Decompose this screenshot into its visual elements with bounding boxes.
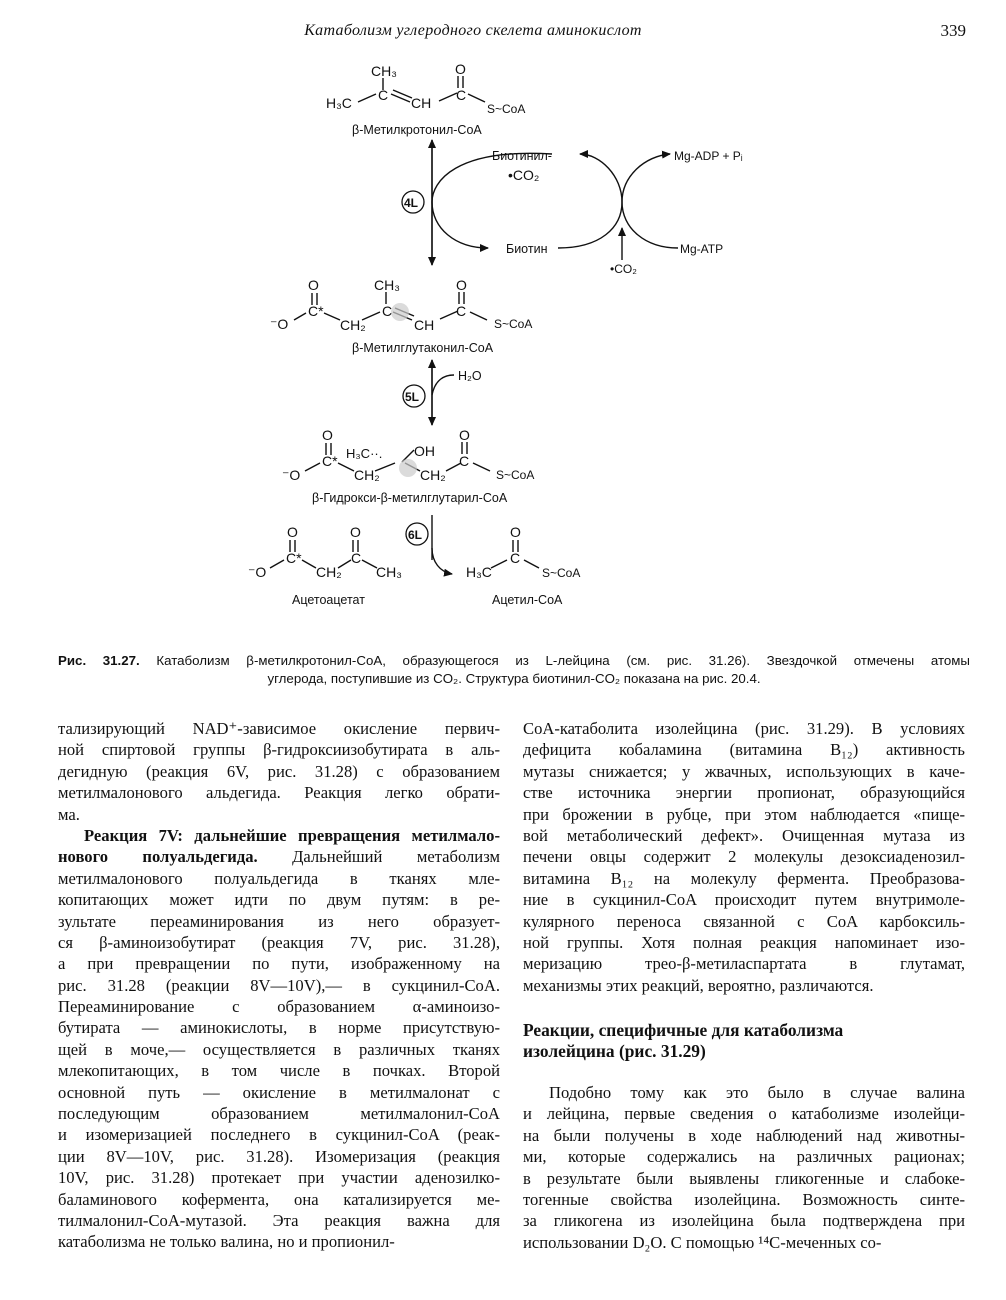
- ch-label: CH: [411, 95, 432, 111]
- c-label: C: [459, 453, 470, 469]
- o-label: O: [308, 277, 319, 293]
- oh-label: OH: [414, 443, 435, 459]
- ch3-label: CH₃: [376, 564, 402, 580]
- text-line: тилмалонил-CoA-мутазой. Эта реакция важна для: [58, 1210, 500, 1230]
- right-column: [523, 718, 965, 1253]
- biotinyl-label: Биотинил-: [492, 149, 552, 163]
- text-line: стве источника энергии пропионат, образующийся: [523, 783, 965, 803]
- running-header: Катаболизм углеродного скелета аминокислот: [304, 22, 642, 39]
- text-line: CoA-катаболита изолейцина (рис. 31.29). В условиях: [523, 719, 965, 738]
- text-line: ми, которые содержались на различных рационах;: [523, 1147, 965, 1167]
- ch2-label: CH₂: [420, 467, 446, 483]
- text-line: а при превращении по пути, изображенному на: [58, 954, 500, 974]
- text-line: ма.: [58, 804, 80, 824]
- h3c-label: H₃C: [466, 564, 492, 580]
- atp-label: Mg-ATP: [680, 242, 724, 256]
- text-line: и изомеризацией последнего в сукцинил-CoA (реак-: [58, 1125, 500, 1145]
- reaction-4L: 4L: [404, 196, 419, 210]
- c-label: C: [456, 303, 467, 319]
- section-heading: [523, 1020, 965, 1062]
- heading-line: изолейцина (рис. 31.29): [523, 1041, 706, 1062]
- reaction-7v-heading: нового полуальдегида.: [58, 847, 258, 867]
- o-label: O: [350, 524, 361, 540]
- o-label: O: [510, 524, 521, 540]
- caption-label: Рис. 31.27.: [58, 653, 140, 668]
- compound-acetyl-coa: Ацетил-CoA: [492, 593, 563, 607]
- o-label: O: [322, 427, 333, 443]
- figure-caption: [58, 652, 970, 688]
- compound-acetoacetate: Ацетоацетат: [292, 593, 365, 607]
- caption-line: Катаболизм β-метилкротонил-CoA, образующегося из L-лейцина (см. рис. 31.26). Звездочкой отмечены атомы: [156, 653, 970, 668]
- ch3-label: CH₃: [374, 277, 400, 293]
- o-minus-label: ⁻O: [248, 564, 267, 580]
- co2-label: •CO₂: [508, 167, 540, 183]
- page-number: 339: [940, 21, 966, 40]
- text-line: ции 8V—10V, рис. 31.28). Изомеризация (реакция: [58, 1146, 500, 1166]
- text-line: ной спиртовой группы β-гидроксиизобутирата в аль-: [58, 740, 500, 760]
- o-label: O: [455, 61, 466, 77]
- scoa-label: S~CoA: [496, 468, 535, 482]
- text-line: меризацию трео-β-метиласпартата в глутамат,: [523, 954, 965, 974]
- o-label: O: [287, 524, 298, 540]
- reaction-7v-heading: Реакция 7V: дальнейшие превращения метилмало-: [84, 825, 500, 845]
- text-line: копитающих может идти по двум путям: в ре-: [58, 890, 500, 910]
- compound-hmg-coa: β-Гидрокси-β-метилглутарил-CoA: [312, 491, 508, 505]
- reaction-5L: 5L: [405, 390, 420, 404]
- text-line: мутазы снижается; у жвачных, использующих в каче-: [523, 761, 965, 781]
- scoa-label: S~CoA: [542, 566, 581, 580]
- text-line: метилмалонового полуальдегида в тканях мле-: [58, 868, 500, 888]
- h3c-label: H₃C: [326, 95, 352, 111]
- ch2-label: CH₂: [340, 317, 366, 333]
- heading-line: Реакции, специфичные для катаболизма: [523, 1020, 844, 1041]
- scoa-label: S~CoA: [494, 317, 533, 331]
- text-line: Подобно тому как это было в случае валина: [549, 1083, 965, 1103]
- text-line: в результате были выявлены гликогенные и слабоке-: [523, 1168, 965, 1188]
- compound-methylglutaconyl-coa: β-Метилглутаконил-CoA: [352, 341, 494, 355]
- text-line: метилмалонового альдегида. Реакция легко обрати-: [58, 783, 500, 803]
- ch2-label: CH₂: [354, 467, 380, 483]
- c-label: C: [378, 87, 389, 103]
- ch-label: CH: [414, 317, 435, 333]
- text-line: ся β-аминоизобутират (реакция 7V, рис. 31.28),: [58, 932, 500, 952]
- text-line: млекопитающих, в том числе в почках. Второй: [58, 1061, 500, 1081]
- o-label: O: [456, 277, 467, 293]
- compound-methylcrotonyl-coa: β-Метилкротонил-CoA: [352, 123, 482, 137]
- text-line: [58, 825, 500, 846]
- c-label: C: [456, 87, 467, 103]
- o-minus-label: ⁻O: [270, 316, 289, 332]
- text-line: витамина B₁₂ на молекулу фермента. Преобразова-: [523, 868, 965, 888]
- text-line: катаболизма не только валина, но и пропионил-: [58, 1232, 395, 1252]
- reaction-6L: 6L: [408, 528, 423, 542]
- o-label: O: [459, 427, 470, 443]
- h3c-dots-label: H₃C··.: [346, 446, 383, 461]
- c-label: C: [351, 550, 362, 566]
- c-star-label: C*: [286, 550, 302, 566]
- text-span: Дальнейший метаболизм: [257, 847, 500, 867]
- text-line: использовании D₂O. С помощью ¹⁴C-меченных со-: [523, 1232, 882, 1252]
- text-line: ной группы. Хотя полная реакция напоминает изо-: [523, 932, 965, 952]
- text-line: щей в моче,— осуществляется в различных тканях: [58, 1039, 500, 1059]
- text-line: кулярного переноса связанной с CoA карбоксиль-: [523, 911, 965, 931]
- leucine-catabolism-figure: [0, 50, 1006, 650]
- text-line: баламинового кофермента, она катализируется ме-: [58, 1189, 500, 1209]
- c-star-label: C*: [322, 453, 338, 469]
- scoa-label: S~CoA: [487, 102, 526, 116]
- text-line: тогенные свойства изолейцина. Возможность синте-: [523, 1190, 965, 1210]
- co2-in-label: •CO₂: [610, 262, 637, 276]
- c-label: C: [510, 550, 521, 566]
- text-line: тализирующий NAD⁺-зависимое окисление первич-: [58, 719, 500, 738]
- text-line: 10V, рис. 31.28) протекает при участии аденозилко-: [58, 1168, 500, 1188]
- caption-line: углерода, поступившие из CO₂. Структура биотинил-CO₂ показана на рис. 20.4.: [267, 671, 761, 686]
- text-line: вой метаболический дефект». Очищенная мутаза из: [523, 825, 965, 845]
- text-line: дегидную (реакция 6V, рис. 31.28) с образованием: [58, 761, 500, 781]
- text-line: последующим образованием метилмалонил-CoA: [58, 1104, 500, 1124]
- text-line: основной путь — окисление в метилмалонат с: [58, 1082, 500, 1102]
- c-label: C: [382, 303, 393, 319]
- left-column: [58, 718, 500, 1253]
- text-line: рис. 31.28 (реакции 8V—10V),— в сукцинил-CoA.: [58, 975, 500, 995]
- text-line: печени овцы содержит 2 молекулы дезоксиаденозил-: [523, 847, 965, 867]
- biotin-label: Биотин: [506, 242, 548, 256]
- text-line: и лейцина, первые сведения о катаболизме изолейци-: [523, 1104, 965, 1124]
- text-line: [58, 846, 500, 867]
- water-label: H₂O: [458, 369, 482, 383]
- ch3-label: CH₃: [371, 63, 397, 79]
- text-line: за гликогена из изолейцина была подтверждена при: [523, 1211, 965, 1231]
- text-line: ние в сукцинил-CoA происходит путем внутримоле-: [523, 890, 965, 910]
- text-line: зультате переаминирования из него образует-: [58, 911, 500, 931]
- o-minus-label: ⁻O: [282, 467, 301, 483]
- text-line: бутирата — аминокислоты, в норме присутствую-: [58, 1018, 500, 1038]
- c-star-label: C*: [308, 303, 324, 319]
- text-line: дефицита кобаламина (витамина B₁₂) активность: [523, 740, 965, 760]
- ch2-label: CH₂: [316, 564, 342, 580]
- text-line: механизмы этих реакций, вероятно, различаются.: [523, 975, 874, 995]
- text-line: при брожении в рубце, при этом наблюдается «пище-: [523, 804, 965, 824]
- text-line: на были получены в ходе наблюдений над животны-: [523, 1125, 965, 1145]
- adp-label: Mg-ADP + Pᵢ: [674, 149, 743, 163]
- text-line: Переаминирование с образованием α-аминоизо-: [58, 997, 500, 1017]
